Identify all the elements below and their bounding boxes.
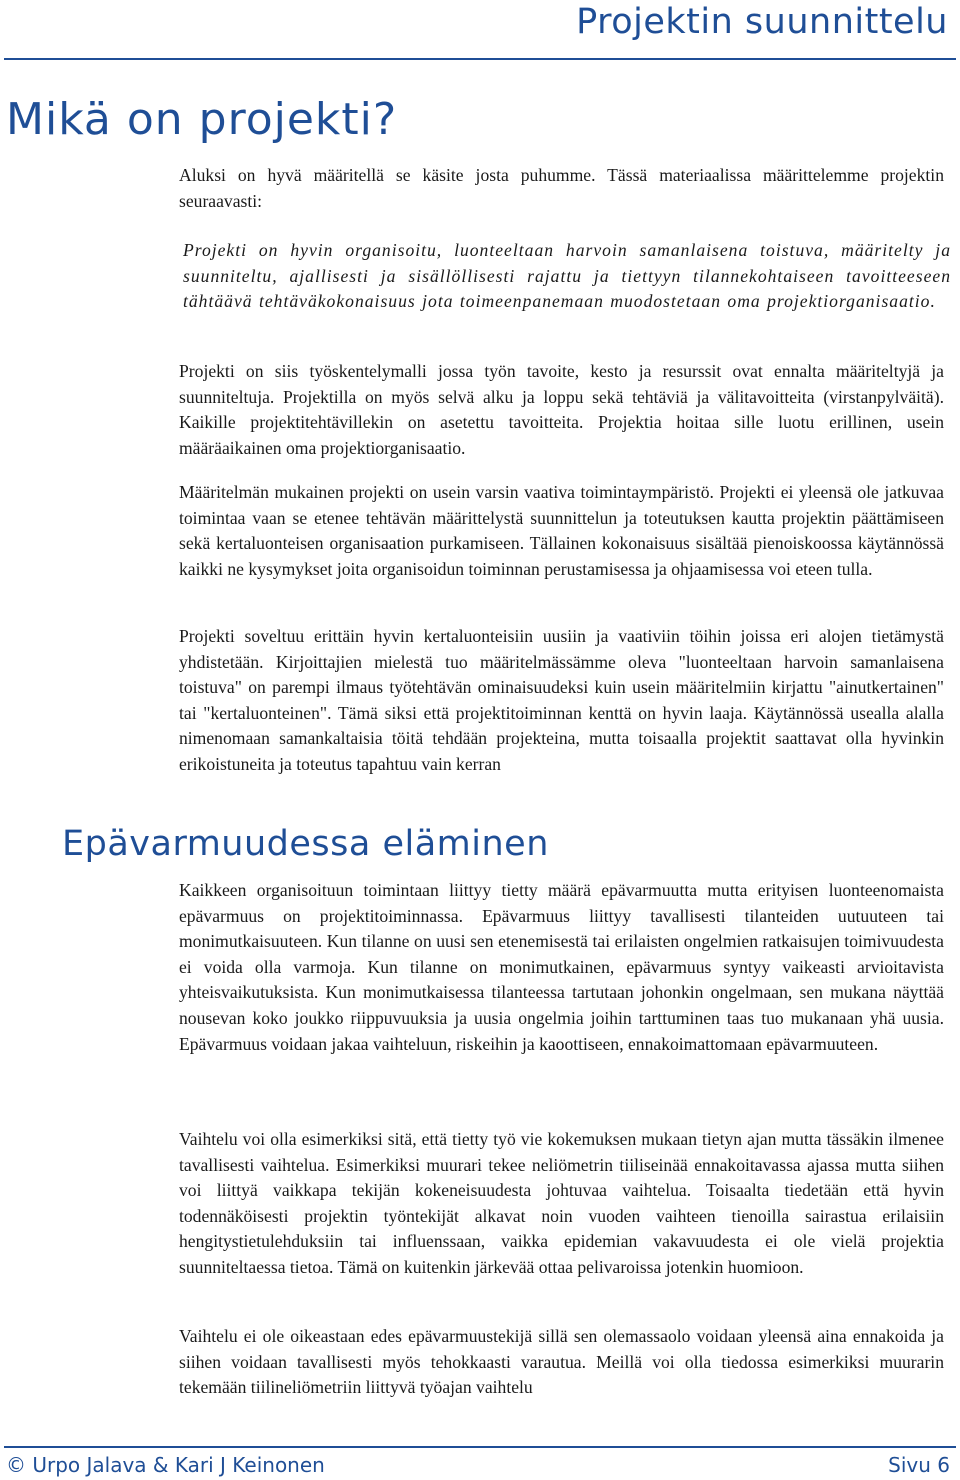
body-paragraph: Kaikkeen organisoituun toimintaan liittyy tietty määrä epävarmuutta mutta erityisen luonteenomaista epävarmuus on projektitoiminnassa. Epävarmuus liittyy tavallisesti tilanteiden uutuuteen tai monimutkaisuuteen. Kun tilanne on uusi sen etenemisestä tai erilaisten ongelmien ratkaisujen toimivuudesta ei voida olla varmoja. Kun tilanne on monimutkainen, epävarmuus syntyy vaikeasti arvioitavista yhteisvaikutuksista. Kun monimutkaisessa tilanteessa tartutaan johonkin ongelmaan, sen mukana näyttää nousevan koko joukko riippuvuuksia ja uusia ongelmia joihin tarttuminen taas tuo mukanaan yhä uusia. Epävarmuus voidaan jakaa vaihteluun, riskeihin ja kaoottiseen, ennakoimattomaan epävarmuuteen. <box>179 880 944 1054</box>
footer-page-number: Sivu 6 <box>888 1453 950 1477</box>
body-paragraph: Projekti soveltuu erittäin hyvin kertaluonteisiin uusiin ja vaativiin töihin joissa eri alojen tietämystä yhdistetään. Kirjoittajien mielestä tuo määritelmässämme oleva "luonteeltaan harvoin samanlaisena toistuva" on parempi ilmaus työtehtävän ominaisuudeksi kuin usein määritelmiin kirjattu "ainutkertainen" tai "kertaluonteinen". Tämä siksi että projektitoiminnan kenttä on hyvin laaja. Käytännössä usealla alalla nimenomaan samankaltaisia töitä tehdään projekteina, mutta toisaalla projektit saattavat olla hyvinkin erikoistuneita ja toteutus tapahtuu vain kerran <box>179 626 944 774</box>
header-divider <box>4 58 956 60</box>
body-paragraph: Vaihtelu ei ole oikeastaan edes epävarmuustekijä sillä sen olemassaolo voidaan yleensä aina ennakoida ja siihen voidaan tavallisesti myös tehokkaasti varautua. Meillä voi olla tiedossa esimerkiksi muurarin tekemään tiilineliömetriin liittyvä työajan vaihtelu <box>179 1326 944 1398</box>
body-paragraph: Määritelmän mukainen projekti on usein varsin vaativa toimintaympäristö. Projekti ei yleensä ole jatkuvaa toimintaa vaan se etenee tehtävän määrittelystä suunnittelun ja toteutuksen kautta projektin päättämiseen sekä kertaluonteisen organisaation purkamiseen. Tällainen kokonaisuus sisältää pienoiskoossa käytännössä kaikki ne kysymykset joita organisoidun toiminnan perustamisessa ja ohjaamisessa voi eteen tulla. <box>179 482 944 579</box>
intro-paragraph: Aluksi on hyvä määritellä se käsite josta puhumme. Tässä materiaalissa määrittelemme projektin seuraavasti: <box>179 165 944 211</box>
footer-copyright: © Urpo Jalava & Kari J Keinonen <box>6 1453 325 1477</box>
section-heading-epavarmuudessa-elaminen: Epävarmuudessa eläminen <box>62 824 549 864</box>
definition-paragraph: Projekti on hyvin organisoitu, luonteeltaan harvoin samanlaisena toistuva, määritelty ja suunniteltu, ajallisesti ja sisällöllisesti rajattu ja tiettyyn tilannekohtaiseen tavoitteeseen tähtäävä tehtäväkokonaisuus jota toimeenpanemaan muodostetaan oma projektiorganisaatio. <box>183 240 951 312</box>
body-paragraph: Vaihtelu voi olla esimerkiksi sitä, että tietty työ vie kokemuksen mukaan tietyn ajan mutta tässäkin ilmenee tavallisesti vaihtelua. Esimerkiksi muurari tekee neliömetrin tiiliseinää ennakoitavassa ajassa mutta siihen voi liittyä vaikkapa tekijän kokeneisuudesta johtuvaa vaihtelua. Toisaalta tiedetään että hyvin todennäköisesti projektin työntekijät alkavat noin vuoden vaihteen tienoilla sairastua erilaisiin hengitystietulehduksiin tai influenssaan, vaikka epidemian vakavuudesta ei ole vielä projektia suunniteltaessa tietoa. Tämä on kuitenkin järkevää ottaa pelivaroissa jotenkin huomioon. <box>179 1129 944 1277</box>
section-heading-mika-on-projekti: Mikä on projekti? <box>6 94 398 145</box>
body-paragraph: Projekti on siis työskentelymalli jossa työn tavoite, kesto ja resurssit ovat ennalta määriteltyjä ja suunniteltuja. Projektilla on myös selvä alku ja loppu sekä tehtäviä ja välitavoitteita (virstanpylväitä). Kaikille projektitehtävillekin on asetettu tavoitteita. Projektia hoitaa sille luotu erillinen, usein määräaikainen oma projektiorganisaatio. <box>179 361 944 458</box>
footer-divider <box>4 1446 956 1448</box>
page-header-title: Projektin suunnittelu <box>576 2 948 42</box>
